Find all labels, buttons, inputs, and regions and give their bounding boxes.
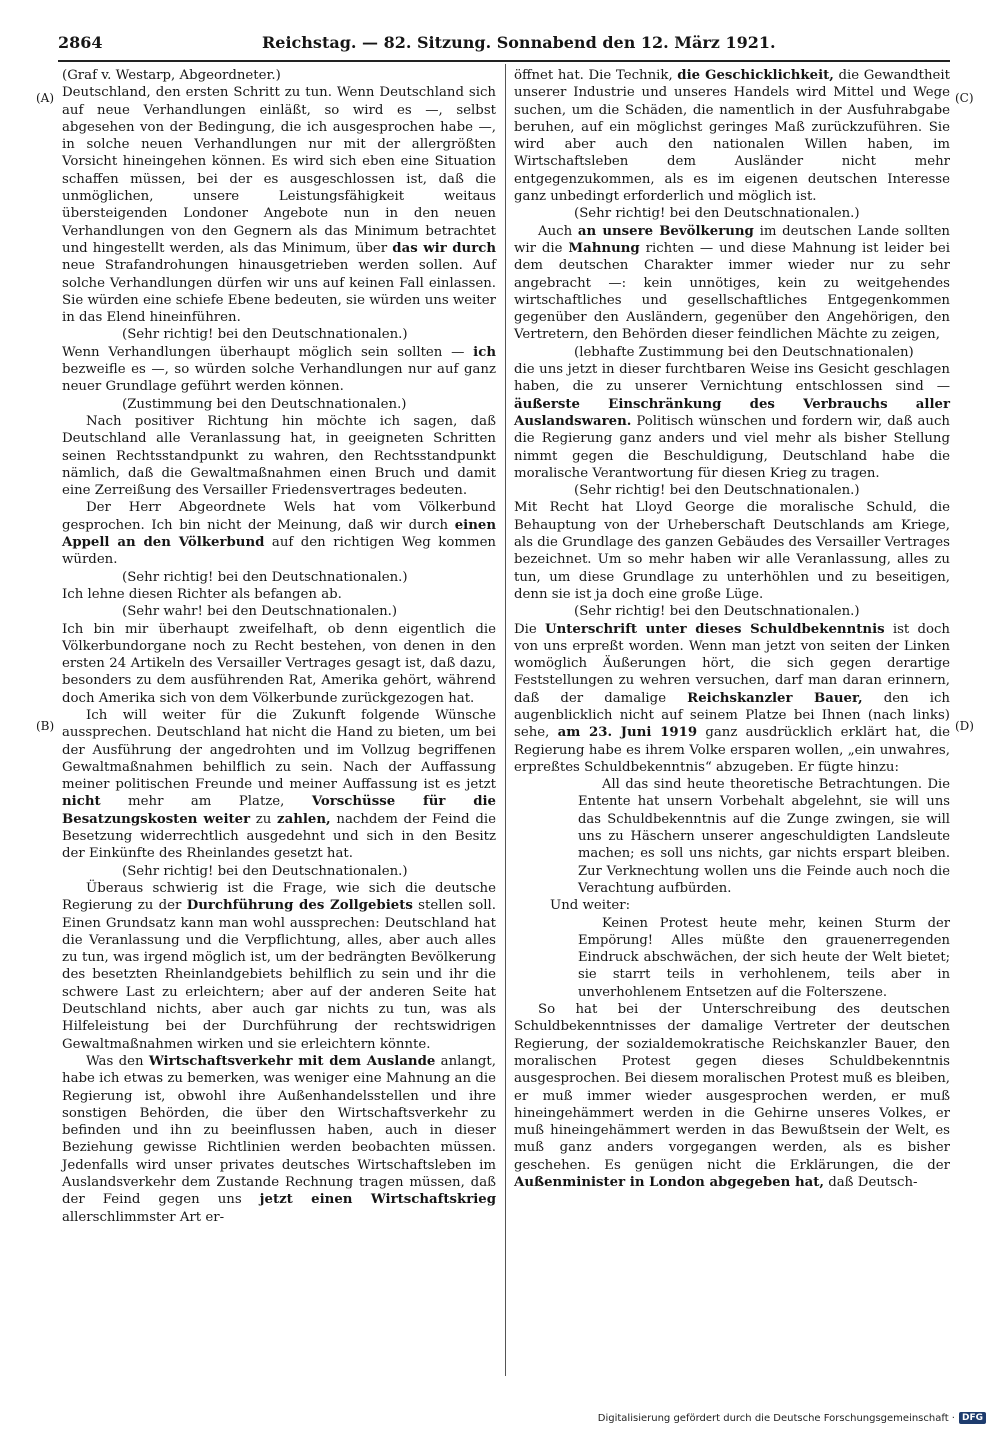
block-quote: Keinen Protest heute mehr, keinen Sturm der Empörung! Alles müßte den grauenerregenden Eindruck abschwächen, der sich heute der Welt bietet; sie starrt teils in verhohlenem, teils aber in unverhohlenem Entsetzen auf die Folterszene.	[578, 915, 950, 1000]
margin-mark-d: (D)	[955, 719, 974, 733]
paragraph: Ich lehne diesen Richter als befangen ab.	[62, 586, 342, 602]
column-divider	[505, 64, 506, 1376]
footer-credit	[598, 1410, 986, 1426]
paragraph: Der Herr Abgeordnete Wels hat vom Völkerbund gesprochen. Ich bin nicht der Meinung, daß wir durch einen Appell an den Völkerbund auf den richtigen Weg kommen würden.	[62, 500, 496, 568]
paragraph: Was den Wirtschaftsverkehr mit dem Auslande anlangt, habe ich etwas zu bemerken, was weniger eine Mahnung an die Regierung ist, obwohl ihre Außenhandelsstellen und ihre sonstigen Behörden, die über den Wirtschaftsverkehr zu befinden und ihn zu beeinflussen haben, auch in dieser Beziehung gewisse Richtlinien werden beobachten müssen. Jedenfalls wird unser privates deutsches Wirtschaftsleben im Auslandsverkehr dem Zustande Rechnung tragen müssen, daß der Feind gegen uns jetzt einen Wirtschaftskrieg allerschlimmster Art er-	[62, 1053, 497, 1225]
block-quote: All das sind heute theoretische Betrachtungen. Die Entente hat unsern Vorbehalt abgelehnt, sie will uns das Schuldbekenntnis auf die Zunge zwingen, sie will uns zu Häschern unserer angeschuldigten Landsleute machen; es soll uns nichts, gar nichts erspart bleiben. Zur Verknechtung wollen uns die Feinde auch noch die Verachtung aufbürden.	[578, 777, 950, 896]
page-number: 2864	[58, 33, 103, 52]
remark: (Sehr richtig! bei den Deutschnationalen.)	[122, 569, 408, 585]
speaker-line: (Graf v. Westarp, Abgeordneter.)	[62, 68, 281, 83]
paragraph: die uns jetzt in dieser furchtbaren Weise ins Gesicht geschlagen haben, die zu unserer Vernichtung entschlossen sind — äußerste Einschränkung des Verbrauchs aller Auslandswaren. Politisch wünschen und fordern wir, daß auch die Regierung ganz anders und viel mehr als bisher Stellung nimmt gegen die Beschuldigung, Deutschland habe die moralische Verantwortung für diesen Krieg zu tragen.	[514, 362, 950, 481]
remark: (Zustimmung bei den Deutschnationalen.)	[122, 396, 407, 412]
remark: (Sehr richtig! bei den Deutschnationalen.)	[122, 863, 408, 879]
margin-mark-c: (C)	[955, 91, 974, 105]
paragraph: Ich will weiter für die Zukunft folgende Wünsche aussprechen. Deutschland hat nicht die Hand zu bieten, um bei der Ausführung der angedrohten und im Vollzug begriffenen Gewaltmaßnahmen behilflich zu sein. Nach der Auffassung meiner politischen Freunde und meiner Auffassung ist es jetzt nicht mehr am Platze, Vorschüsse für die Besatzungskosten weiter zu zahlen, nachdem der Feind die Besetzung widerrechtlich ausgedehnt und sich in den Besitz der Einkünfte des Rheinlandes gesetzt hat.	[62, 707, 496, 862]
paragraph: Die Unterschrift unter dieses Schuldbekenntnis ist doch von uns erpreßt worden. Wenn man jetzt von seiten der Linken womöglich Äußerungen hört, die sich gegen derartige Feststellungen zu wehren versuchen, darf man daran erinnern, daß der damalige Reichskanzler Bauer, den ich augenblicklich nicht auf seinem Platze bei Ihnen (nach links) sehe, am 23. Juni 1919 ganz ausdrücklich erklärt hat, die Regierung habe es ihrem Volke ersparen wollen, „ein unwahres, erpreßtes Schuldbekenntnis“ abzugeben. Er fügte hinzu:	[514, 621, 951, 775]
remark: (lebhafte Zustimmung bei den Deutschnationalen)	[574, 344, 914, 360]
remark: (Sehr richtig! bei den Deutschnationalen.)	[574, 604, 860, 620]
page-header	[58, 33, 950, 57]
paragraph: Deutschland, den ersten Schritt zu tun. Wenn Deutschland sich auf neue Verhandlungen einläßt, so wird es —, selbst abgesehen von der Bedingung, die ich ausgesprochen habe —, in solche neuen Verhandlungen nur mit der allergrößten Vorsicht hineingehen können. Es wird sich eben eine Situation schaffen müssen, bei der es ausgeschlossen ist, daß die unmöglichen, unsere Leistungsfähigkeit weitaus übersteigenden Londoner Angebote nun in den neuen Verhandlungen von den Gegnern als das Minimum betrachtet und hingestellt werden, als das Minimum, über das wir durch neue Strafandrohungen hinausgetrieben werden sollen. Auf solche Verhandlungen dürfen wir uns auf keinen Fall einlassen. Sie würden eine schiefe Ebene bedeuten, sie würden uns weiter in das Elend hineinführen.	[62, 85, 496, 326]
paragraph: Mit Recht hat Lloyd George die moralische Schuld, die Behauptung von der Urheberschaft Deutschlands am Kriege, als die Grundlage des ganzen Gebäudes des Versailler Vertrages bezeichnet. Um so mehr haben wir alle Veranlassung, alles zu tun, um diese Grundlage zu unterhöhlen und zu beseitigen, denn sie ist ja doch eine große Lüge.	[514, 500, 950, 602]
paragraph: Auch an unsere Bevölkerung im deutschen Lande sollten wir die Mahnung richten — und diese Mahnung ist leider bei dem deutschen Charakter immer wieder nur zu sehr angebracht —: kein unnötiges, kein zu weitgehendes wirtschaftliches und gesellschaftliches Entgegenkommen gegenüber den Ausländern, gegenüber den Angehörigen, den Vertretern, den Behörden dieser feindlichen Mächte zu zeigen,	[514, 223, 951, 343]
right-column	[514, 67, 950, 1191]
remark: (Sehr richtig! bei den Deutschnationalen.)	[574, 206, 860, 222]
remark: (Sehr richtig! bei den Deutschnationalen.)	[122, 327, 408, 343]
credit-text: Digitalisierung gefördert durch die Deutsche Forschungsgemeinschaft ·	[597, 1412, 955, 1424]
paragraph: So hat bei der Unterschreibung des deutschen Schuldbekenntnisses der damalige Vertreter der deutschen Regierung, der sozialdemokratische Reichskanzler Bauer, den moralischen Protest gegen dieses Schuldbekenntnis ausgesprochen. Bei diesem moralischen Protest muß es bleiben, er muß immer wieder ausgesprochen werden, er muß hineingehämmert werden in die Gehirne unseres Volkes, er muß hineingehämmert werden in das Bewußtsein der Welt, es muß ganz anders vorgegangen werden, als es bisher geschehen. Es genügen nicht die Erklärungen, die der Außenminister in London abgegeben hat, daß Deutsch-	[514, 1002, 950, 1190]
running-title: Reichstag. — 82. Sitzung. Sonnabend den 12. März 1921.	[262, 33, 776, 52]
margin-mark-b: (B)	[36, 719, 55, 733]
margin-mark-a: (A)	[36, 91, 55, 105]
paragraph: öffnet hat. Die Technik, die Geschicklichkeit, die Gewandtheit unserer Industrie und unseres Handels wird Mittel und Wege suchen, um die Schäden, die namentlich in der Ausfuhrabgabe beruhen, auf ein möglichst geringes Maß zurückzuführen. Sie wird aber auch den nationalen Willen haben, im Wirtschaftsleben dem Ausländer nicht mehr entgegenzukommen, als es im eigenen deutschen Interesse ganz unbedingt erforderlich und möglich ist.	[514, 68, 950, 205]
paragraph: Überaus schwierig ist die Frage, wie sich die deutsche Regierung zu der Durchführung des Zollgebiets stellen soll. Einen Grundsatz kann man wohl aussprechen: Deutschland hat die Veranlassung und die Verpflichtung, alles, aber auch alles zu tun, was irgend möglich ist, um der bedrängten Bevölkerung des besetzten Rheinlandgebiets behilflich zu sein und ihr die schwere Last zu erleichtern; aber auf der anderen Seite hat Deutschland nichts, aber auch gar nichts zu tun, was als Hilfeleistung bei der Durchführung der rechtswidrigen Gewaltmaßnahmen wirken und sie erleichtern könnte.	[62, 880, 496, 1052]
quote-intro: Und weiter:	[550, 898, 631, 914]
dfg-logo: DFG	[959, 1412, 986, 1424]
paragraph: Nach positiver Richtung hin möchte ich sagen, daß Deutschland alle Veranlassung hat, in geeigneten Schritten seinen Rechtsstandpunkt zu wahren, den Rechtsstandpunkt nämlich, daß die Gewaltmaßnahmen einen Bruch und damit eine Zerreißung des Versailler Friedensvertrages bedeuten.	[62, 413, 496, 499]
remark: (Sehr wahr! bei den Deutschnationalen.)	[122, 604, 398, 620]
paragraph: Wenn Verhandlungen überhaupt möglich sein sollten — ich bezweifle es —, so würden solche Verhandlungen nur auf ganz neuer Grundlage geführt werden können.	[62, 344, 496, 395]
paragraph: Ich bin mir überhaupt zweifelhaft, ob denn eigentlich die Völkerbundorgane noch zu Recht bestehen, von denen in den ersten 24 Artikeln des Versailler Vertrages gesagt ist, daß dazu, besonders zu dem ausführenden Rat, Amerika gehört, während doch Amerika sich von dem Völkerbunde zurückgezogen hat.	[62, 621, 496, 706]
header-rule	[58, 60, 950, 62]
remark: (Sehr richtig! bei den Deutschnationalen.)	[574, 483, 860, 499]
left-column	[62, 67, 496, 1226]
